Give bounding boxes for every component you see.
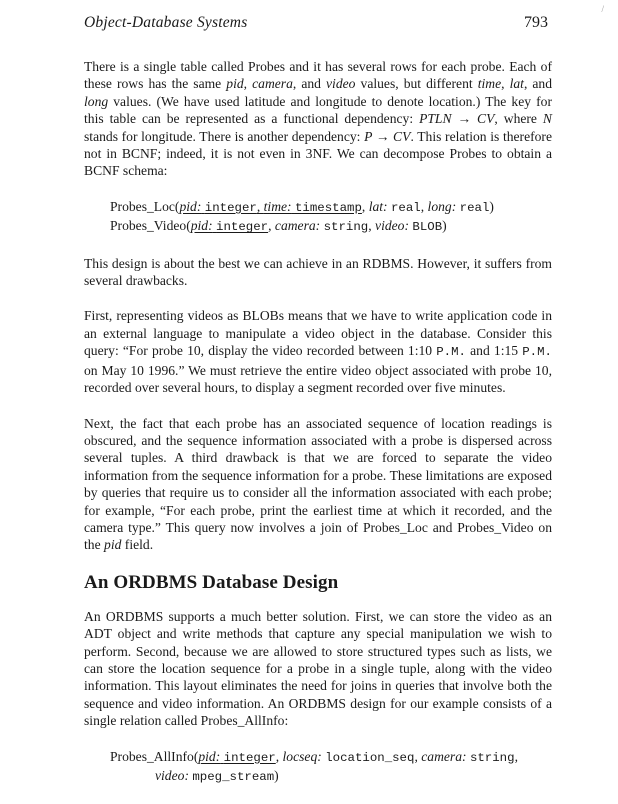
paragraph-drawbacks-intro: This design is about the best we can achieve in an RDBMS. However, it suffers from several drawbacks. (84, 255, 552, 289)
page-number: 793 (524, 14, 548, 31)
schema-probes-video: Probes_Video(pid: integer, camera: string, video: BLOB) (110, 218, 447, 235)
paragraph-probes-table: There is a single table called Probes and it has several rows for each probe. Each of these rows has the same pid, camera, and video values, but different time, lat, and long values. (We have used latitude and longitude to denote location.) The key for this table can be represented as a functional dependency: PTLN → CV, where N stands for longitude. There is another dependency: P → CV. This relation is therefore not in BCNF; indeed, it is not even in 3NF. We can decompose Probes to obtain a BCNF schema: (84, 59, 553, 179)
paragraph-blob-drawback: First, representing videos as BLOBs means that we have to write application code in an external language to manipulate a video object in the database. Consider this query: “For probe 10, display the video recorded between 1:10 P.M. and 1:15 P.M. on May 10 1996.” We must retrieve the entire video object associated with probe 10, recorded over several hours, to display a segment recorded over five minutes. (84, 308, 552, 396)
running-header (84, 14, 548, 34)
paragraph-sequence-drawback: Next, the fact that each probe has an associated sequence of location readings is obscured, and the sequence information associated with a probe is dispersed across several tuples. A third drawback is that we are forced to separate the video information from the sequence information for a probe. These limitations are exposed by queries that require us to consider all the information associated with each probe; for example, “For each probe, print the earliest time at which it recorded, and the camera type.” This query now involves a join of Probes_Loc and Probes_Video on the pid field. (84, 415, 552, 553)
schema-probes-allinfo: Probes_AllInfo(pid: integer, locseq: location_seq, camera: string, (110, 748, 518, 765)
bcnf-schema (84, 198, 552, 237)
section-heading: An ORDBMS Database Design (84, 571, 339, 593)
running-title: Object-Database Systems (84, 14, 248, 31)
page-body (84, 58, 552, 804)
schema-probes-allinfo-cont: video: mpeg_stream) (155, 768, 279, 784)
functional-dependency-ptln: PTLN → CV (419, 111, 495, 127)
schema-probes-loc: Probes_Loc(pid: integer, time: timestamp, lat: real, long: real) (110, 198, 494, 215)
corner-mark: / (601, 4, 604, 14)
paragraph-ordbms-solution: An ORDBMS supports a much better solution. First, we can store the video as an ADT object and write methods that capture any special manipulation we wish to perform. Second, because we are allowed to store structured types such as lists, we can store the location sequence for a probe in a single tuple, along with the video information. This layout eliminates the need for joins in queries that involve both the sequence and video information. An ORDBMS design for our example consists of a single relation called Probes_AllInfo: (84, 608, 552, 729)
functional-dependency-p: P → CV (364, 128, 411, 144)
ordbms-schema (84, 748, 552, 787)
